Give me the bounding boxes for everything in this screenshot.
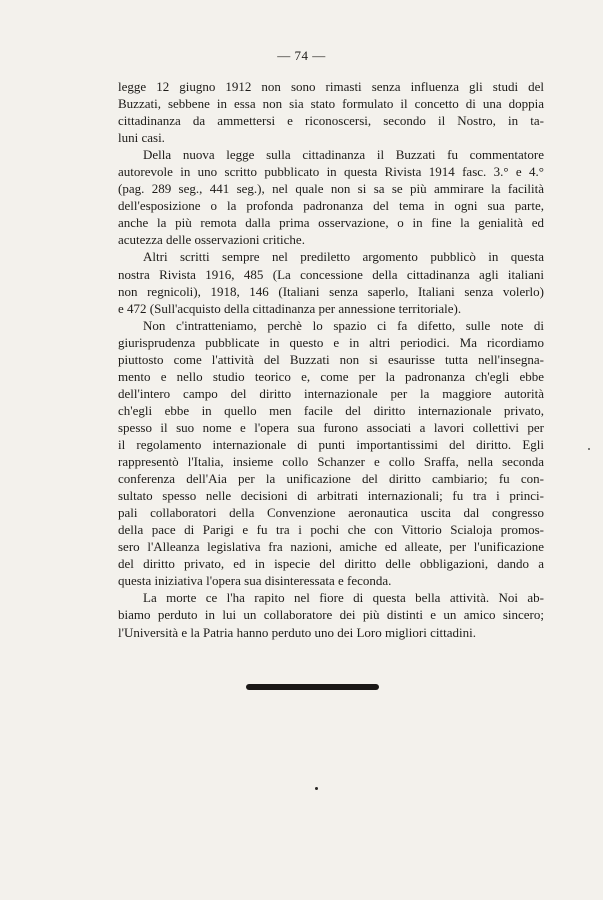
text-line: cittadinanza da ammettersi e riconoscersi, secondo il Nostro, in ta-	[118, 113, 544, 129]
text-line: l'Università e la Patria hanno perduto uno dei Loro migliori cittadini.	[118, 624, 476, 640]
text-line: dell'esposizione o la profonda padronanza del tema in ogni sua parte,	[118, 198, 544, 214]
paragraph	[118, 317, 544, 590]
text-line: spesso il suo nome e l'opera sua furono associati a lavori collettivi per	[118, 419, 544, 435]
text-line: Buzzati, sebbene in essa non sia stato formulato il concetto di una doppia	[118, 96, 544, 112]
text-line: Non c'intratteniamo, perchè lo spazio ci fa difetto, sulle note di	[143, 317, 544, 333]
text-line: il regolamento internazionale di punti importantissimi del diritto. Egli	[118, 436, 544, 452]
text-line: della pace di Parigi e fu tra i pochi che con Vittorio Scialoja promos-	[118, 522, 544, 538]
text-line: autorevole in uno scritto pubblicato in questa Rivista 1914 fasc. 3.° e 4.°	[118, 164, 544, 180]
text-line: sero l'Alleanza legislativa fra nazioni, amiche ed alleate, per l'unificazione	[118, 539, 544, 555]
text-line: non regnicoli), 1918, 146 (Italiani senza saperlo, Italiani senza volerlo)	[118, 283, 544, 299]
paragraph	[118, 248, 544, 316]
text-line: rappresentò l'Italia, insieme collo Schanzer e collo Sraffa, nella seconda	[118, 454, 544, 470]
text-line: ch'egli ebbe in quello men facile del diritto internazionale privato,	[118, 402, 544, 418]
text-line: luni casi.	[118, 130, 165, 146]
text-line: giurisprudenza pubblicate in questo e in altri periodici. Ma ricordiamo	[118, 334, 544, 350]
paragraph	[118, 78, 544, 146]
text-line: mento e nello studio teorico e, come per la padronanza ch'egli ebbe	[118, 368, 544, 384]
paragraph	[118, 146, 544, 248]
page-number: — 74 —	[277, 48, 326, 63]
body-text	[118, 78, 544, 641]
text-line: anche la più remota dalla prima osservazione, o in fine la genialità ed	[118, 215, 544, 231]
text-line: sultato spesso nelle decisioni di arbitrati internazionali; fu tra i princi-	[118, 488, 544, 504]
text-line: biamo perduto in lui un collaboratore dei più distinti e un amico sincero;	[118, 607, 544, 623]
text-line: Della nuova legge sulla cittadinanza il Buzzati fu commentatore	[143, 147, 544, 163]
text-line: Altri scritti sempre nel prediletto argomento pubblicò in questa	[143, 249, 544, 265]
text-line: legge 12 giugno 1912 non sono rimasti senza influenza gli studi del	[118, 79, 544, 94]
text-line: e 472 (Sull'acquisto della cittadinanza per annessione territoriale).	[118, 300, 462, 316]
text-line: pali collaboratori della Convenzione aeronautica uscita dal congresso	[118, 505, 544, 521]
text-line: del diritto privato, ed in ispecie del diritto delle obbligazioni, dando a	[118, 556, 544, 572]
text-line: nostra Rivista 1916, 485 (La concessione della cittadinanza agli italiani	[118, 266, 544, 282]
ink-speck	[588, 448, 590, 450]
end-rule	[246, 684, 379, 690]
ink-dot	[315, 787, 318, 790]
text-line: piuttosto come l'attività del Buzzati non si esaurisse tutta nell'insegna-	[118, 351, 544, 367]
text-line: conferenza dell'Aia per la unificazione del diritto cambiario; fu con-	[118, 471, 544, 487]
text-line: dell'intero campo del diritto internazionale per la maggiore autorità	[118, 385, 544, 401]
paragraph	[118, 589, 544, 640]
text-line: acutezza delle osservazioni critiche.	[118, 232, 305, 248]
text-line: La morte ce l'ha rapito nel fiore di questa bella attività. Noi ab-	[143, 590, 544, 606]
text-line: (pag. 289 seg., 441 seg.), nel quale non si sa se più ammirare la facilità	[118, 181, 544, 197]
text-line: questa iniziativa l'opera sua disinteressata e feconda.	[118, 573, 392, 589]
